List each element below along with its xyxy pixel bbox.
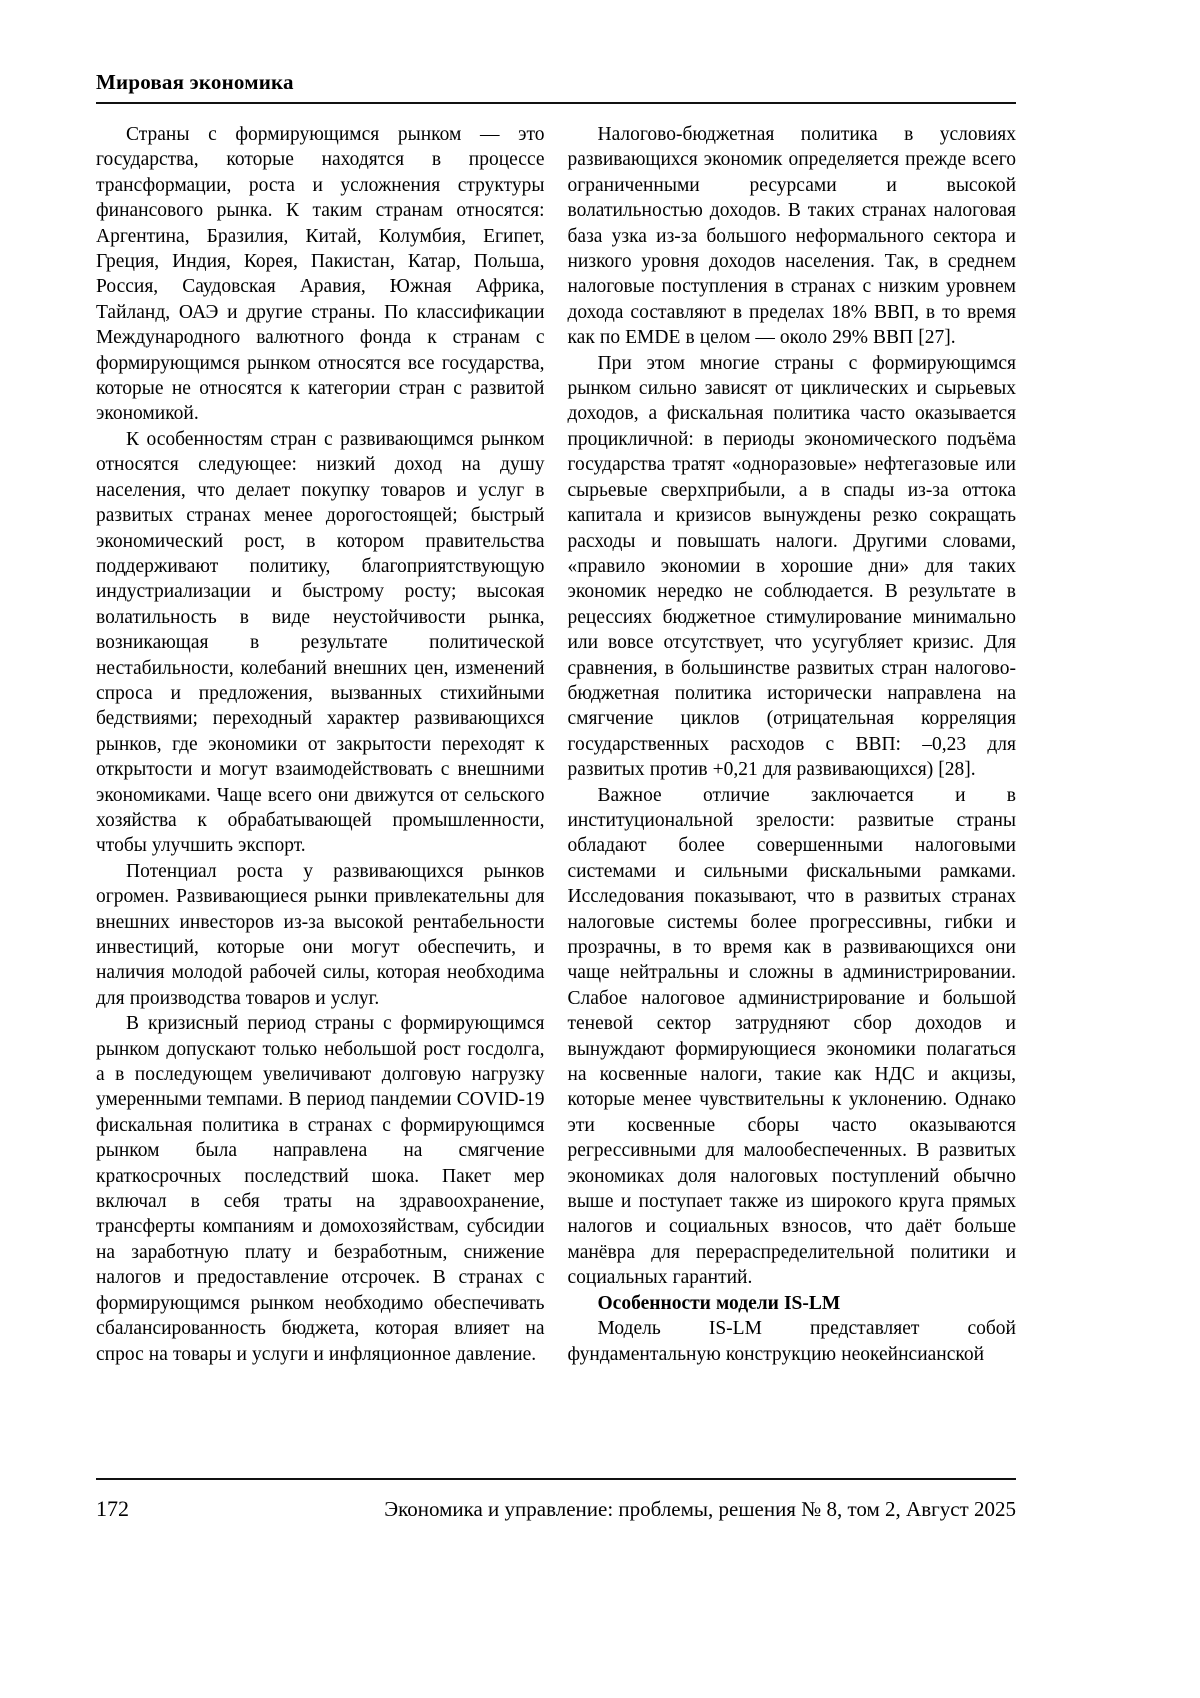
header-rule [96,102,1016,104]
page-number: 172 [96,1496,129,1521]
paragraph: Модель IS-LM представляет собой фундаментальную конструкцию неокейнсианской [567,1318,1016,1365]
paragraph: При этом многие страны с формирующимся рынком сильно зависят от циклических и сырьевых доходов, а фискальная политика часто оказывается процикличной: в периоды экономического подъёма государства тратят «одноразовые» нефтегазовые или сырьевые сверхприбыли, а в спады из-за оттока капитала и кризисов вынуждены резко сокращать расходы и повышать налоги. Другими словами, «правило экономии в хорошие дни» для таких экономик нередко не соблюдается. В результате в рецессиях бюджетное стимулирование минимально или вовсе отсутствует, что усугубляет кризис. Для сравнения, в большинстве развитых стран налогово-бюджетная политика исторически направлена на смягчение циклов (отрицательная корреляция государственных расходов с ВВП: –0,23 для развитых против +0,21 для развивающихся) [28]. [567,352,1016,781]
page-footer [96,1478,1016,1522]
footer-rule [96,1478,1016,1480]
right-column [568,122,1017,1367]
left-column [96,122,545,1367]
paragraph: Страны с формирующимся рынком — это государства, которые находятся в процессе трансформации, роста и усложнения структуры финансового рынка. К таким странам относятся: Аргентина, Бразилия, Китай, Колумбия, Египет, Греция, Индия, Корея, Пакистан, Катар, Польша, Россия, Саудовская Аравия, Южная Африка, Тайланд, ОАЭ и другие страны. По классификации Международного валютного фонда к странам с формирующимся рынком относятся все государства, которые не относятся к категории стран с развитой экономикой. [96,124,545,425]
running-head [96,70,1016,104]
journal-title: Экономика и управление: проблемы, решения № 8, том 2, Август 2025 [384,1497,1016,1521]
paragraph: Потенциал роста у развивающихся рынков огромен. Развивающиеся рынки привлекательны для внешних инвесторов из-за высокой рентабельности инвестиций, которые они могут обеспечить, и наличия молодой рабочей силы, которая необходима для производства товаров и услуг. [96,860,545,1009]
paragraph: В кризисный период страны с формирующимся рынком допускают только небольшой рост госдолга, а в последующем увеличивают долговую нагрузку умеренными темпами. В период пандемии COVID-19 фискальная политика в странах с формирующимся рынком была направлена на смягчение краткосрочных последствий шока. Пакет мер включал в себя траты на здравоохранение, трансферты компаниям и домохозяйствам, субсидии на заработную плату и безработным, снижение налогов и предоставление отсрочек. В странах с формирующимся рынком необходимо обеспечивать сбалансированность бюджета, которая влияет на спрос на товары и услуги и инфляционное давление. [96,1013,545,1365]
article-body [96,122,1016,1367]
footer-row [96,1496,1016,1522]
paragraph: Налогово-бюджетная политика в условиях развивающихся экономик определяется прежде всего ограниченными ресурсами и высокой волатильностью доходов. В таких странах налоговая база узка из-за большого неформального сектора и низкого уровня доходов населения. Так, в среднем налоговые поступления в странах с низким уровнем дохода составляют в пределах 18% ВВП, в то время как по EMDE в целом — около 29% ВВП [27]. [567,124,1016,349]
paragraph: К особенностям стран с развивающимся рынком относятся следующее: низкий доход на душу населения, что делает покупку товаров и услуг в развитых странах менее дорогостоящей; быстрый экономический рост, в котором правительства поддерживают политику, благоприятствующую индустриализации и быстрому росту; высокая волатильность в виде неустойчивости рынка, возникающая в результате политической нестабильности, колебаний внешних цен, изменений спроса и предложения, вызванных стихийными бедствиями; переходный характер развивающихся рынков, где экономики от закрытости переходят к открытости и могут взаимодействовать с внешними экономиками. Чаще всего они движутся от сельского хозяйства к обрабатывающей промышленности, чтобы улучшить экспорт. [96,428,545,857]
section-title: Мировая экономика [96,70,294,94]
paragraph: Важное отличие заключается и в институциональной зрелости: развитые страны обладают более совершенными налоговыми системами и сильными фискальными рамками. Исследования показывают, что в развитых странах налоговые системы более прогрессивны, гибки и прозрачны, в то время как в развивающихся они чаще нейтральны и сложны в администрировании. Слабое налоговое администрирование и большой теневой сектор затрудняют сбор доходов и вынуждают формирующиеся экономики полагаться на косвенные налоги, такие как НДС и акцизы, которые менее чувствительны к уклонению. Однако эти косвенные сборы часто оказываются регрессивными для малообеспеченных. В развитых экономиках доля налоговых поступлений обычно выше и поступает также из широкого круга прямых налогов и социальных взносов, что даёт больше манёвра для перераспределительной политики и социальных гарантий. [567,784,1016,1289]
subsection-heading: Особенности модели IS-LM [597,1292,841,1314]
